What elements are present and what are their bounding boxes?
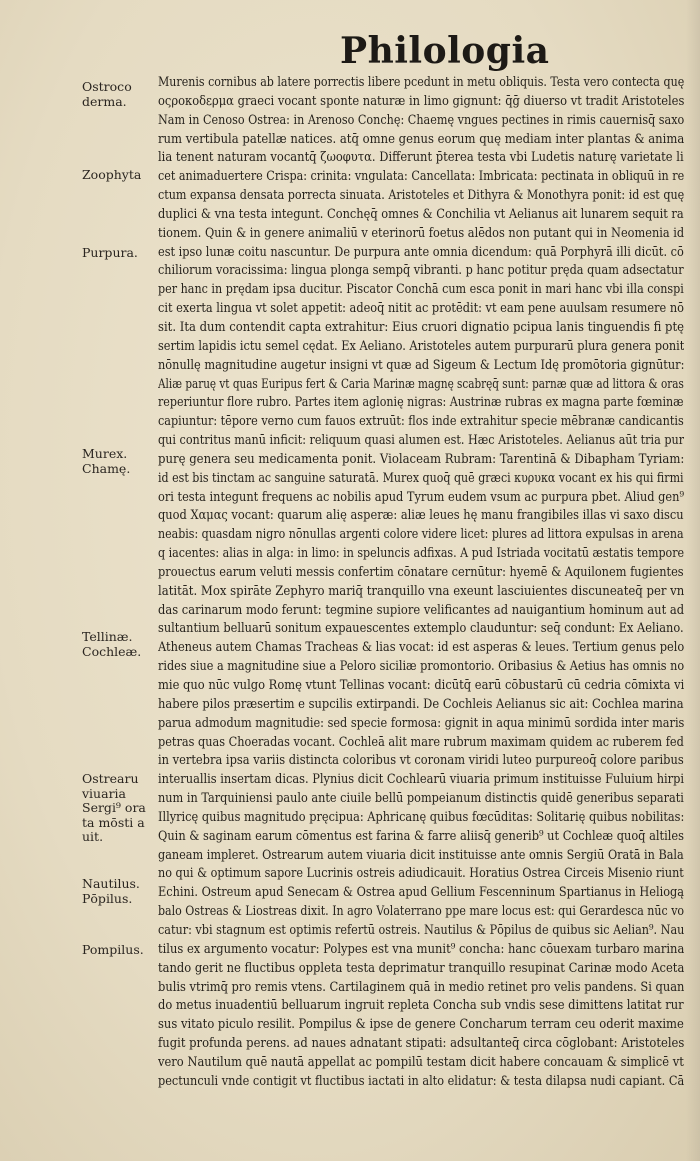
text-line: Atheneus autem Chamas Tracheas & lias vocat: id est asperas & leues. Tertium genus pelo	[158, 640, 684, 656]
text-line: petras quas Choeradas vocant. Cochleā alit mare rubrum maximam quidem ac ruberem fed	[158, 734, 684, 750]
margin-note: Purpura.	[82, 245, 138, 260]
page-edge-shadow	[686, 0, 700, 1161]
text-line: mie quo nūc vulgo Romę vtunt Tellinas vocant: dicūtq̄ earū cōbustarū cū cedria cōmixta vi	[158, 678, 684, 693]
margin-note: Ostrearu viuaria Sergi⁹ ora ta mōsti a uit.	[82, 771, 146, 844]
text-line: capiuntur: tēpore verno cum fauos extruūt: flos inde extrahitur specie mēbranæ candicantis	[158, 414, 684, 430]
text-line: id est bis tinctam ac sanguine saturatā. Murex quoq̄ quē græci κυρυκα vocant ex his qui firmi	[158, 470, 684, 486]
text-line: per hanc in prędam ipsa ducitur. Piscator Conchā cum esca ponit in mari hanc vbi illa conspi	[158, 282, 684, 298]
text-line: cit exerta lingua vt solet appetit: adeoq̄ nitit ac protēdit: vt eam pene auulsam resumere nō	[158, 301, 684, 317]
margin-note: Nautilus. Pōpilus.	[82, 876, 140, 906]
text-line: lia tenent naturam vocantq̄ ζωοφυτα. Differunt p̄terea testa vbi Ludetis naturę varietate li	[158, 150, 684, 166]
text-line: no qui & optimum sapore Lucrinis ostreis adiudicauit. Horatius Ostrea Circeis Misenio riunt	[158, 866, 684, 882]
text-line: Aliæ paruę vt quas Euripus fert & Caria Marinæ magnę scabręq̄ sunt: parnæ quæ ad littora & oras	[158, 376, 684, 392]
text-line: das carinarum modo ferunt: tegmine supiore velificantes ad nauigantium hominum aut ad	[158, 602, 684, 618]
text-line: Quin & saginam earum cōmentus est farina & farre aliisq̄ generib⁹ ut Cochleæ quoq̄ altiles	[158, 828, 684, 844]
text-line: chiliorum voracissima: lingua plonga sempq̄ vibranti. p hanc potitur pręda quam adsectatur	[158, 263, 684, 279]
text-line: rides siue a magnitudine siue a Peloro siciliæ promontorio. Oribasius & Aetius has omnis no	[158, 659, 684, 675]
text-line: sit. Ita dum contendit capta extrahitur: Eius cruori dignatio pcipua lanis tinguendis fi ptę	[158, 319, 684, 335]
text-line: pectunculi vnde contigit vt fluctibus iactati in alto elidatur: & testa dilapsa nudi capiant. Cā	[158, 1073, 684, 1089]
margin-note: Ostroco derma.	[82, 79, 132, 109]
text-line: do metus inuadentiū belluarum ingruit repleta Concha sub vndis sese dimittens latitat rur	[158, 998, 684, 1014]
text-line: οςροκοδερμα graeci vocant sponte naturæ in limo gignunt: q̄ḡ diuerso vt tradit Aristoteles	[158, 93, 684, 109]
text-line: reperiuntur flore rubro. Partes item aglonię nigras: Austrinæ rubras ex magna parte fœminæ	[158, 395, 684, 411]
text-line: catur: vbi stagnum est optimis refertū ostreis. Nautilus & Pōpilus de quibus sic Aelian⁹. Nau	[158, 922, 684, 938]
text-line: purę genera seu medicamenta ponit. Violaceam Rubram: Tarentinā & Dibapham Tyriam:	[158, 451, 684, 467]
text-line: tilus ex argumento vocatur: Polypes est vna munit⁹ concha: hanc cōuexam turbaro marina	[158, 941, 684, 957]
text-line: vero Nautilum quē nautā appellat ac pompilū testam dicit habere concauam & simplicē vt	[158, 1054, 684, 1070]
text-line: q iacentes: alias in alga: in limo: in speluncis adfixas. A pud Istriada vocitatū æstatis tempore	[158, 546, 684, 562]
text-line: tando gerit ne fluctibus oppleta testa deprimatur tranquillo resupinat Carinæ modo Aceta	[158, 960, 684, 976]
text-line: rum vertibula patellæ natices. atq̄ omne genus eorum quę mediam inter plantas & anima	[158, 131, 684, 147]
text-line: balo Ostreas & Liostreas dixit. In agro Volaterrano ppe mare locus est: qui Gerardesca nūc vo	[158, 904, 684, 920]
text-line: ganeam impleret. Ostrearum autem viuaria dicit instituisse ante omnis Sergiū Oratā in Bala	[158, 847, 684, 863]
text-line: latitāt. Mox spirāte Zephyro mariq̄ tranquillo vna exeunt lasciuientes discuneateq̄ per vn	[158, 583, 684, 599]
text-line: cet animaduertere Crispa: crinita: vngulata: Cancellata: Imbricata: pectinata in obliquū in re	[158, 169, 684, 185]
text-line: neabis: quasdam nigro nōnullas argenti colore videre licet: plures ad littora expulsas in arena	[158, 527, 684, 543]
margin-note: Tellinæ. Cochleæ.	[82, 629, 142, 659]
text-line: prouectus earum veluti messis confertim cōnatare cernūtur: hyemē & Aquilonem fugientes	[158, 564, 684, 580]
text-line: Nam in Cenoso Ostrea: in Arenoso Conchę: Chaemę vngues pectines in rimis cauernisq̄ saxo	[158, 112, 684, 128]
margin-note: Murex. Chamę.	[82, 446, 131, 476]
text-line: habere pilos præsertim e supcilis extirpandi. De Cochleis Aelianus sic ait: Cochlea marina	[158, 696, 684, 712]
text-line: est ipso lunæ coitu nascuntur. De purpura ante omnia dicendum: quā Porphyrā illi dicūt. cō	[158, 244, 684, 260]
text-line: bulis vtrimq̄ pro remis vtens. Cartilaginem quā in medio retinet pro velis pandens. Si quan	[158, 979, 684, 995]
text-line: sultantium belluarū sonitum expauescentes extemplo clauduntur: seq̄ condunt: Ex Aeliano.	[158, 621, 684, 637]
text-line: sertim lapidis ictu semel cędat. Ex Aeliano. Aristoteles autem purpurarū plura genera ponit	[158, 338, 684, 354]
text-line: parua admodum magnitudie: sed specie formosa: gignit in aqua minimū sordida inter maris	[158, 715, 684, 731]
text-line: Murenis cornibus ab latere porrectis libere pcedunt in metu obliquis. Testa vero contecta quę	[158, 75, 684, 90]
text-line: fugit profunda perens. ad naues adnatant stipati: adsultanteq̄ circa cōglobant: Aristoteles	[158, 1036, 684, 1052]
running-head: Philologia	[340, 30, 550, 72]
text-line: qui contritus manū inficit: reliquum quasi alumen est. Hæc Aristoteles. Aelianus aūt tria pur	[158, 433, 684, 449]
text-line: tionem. Quin & in genere animaliū v eterinorū foetus alēdos non putant qui in Neomenia id	[158, 225, 684, 241]
margin-note: Zoophyta	[82, 167, 142, 182]
text-line: Illyricę quibus magnitudo pręcipua: Aphricanę quibus fœcūditas: Solitarię quibus nobilitas:	[158, 809, 684, 825]
main-text-block	[158, 74, 684, 1092]
text-line: quod Χαμας vocant: quarum alię asperæ: aliæ leues hę manu frangibiles illas vi saxo discu	[158, 508, 684, 524]
text-line: nōnullę magnitudine augetur insigni vt quæ ad Sigeum & Lectum Idę promōtoria gignūtur:	[158, 357, 684, 373]
text-line: ctum expansa densata porrecta sinuata. Aristoteles et Dithyra & Monothyra ponit: id est quę	[158, 188, 684, 204]
text-line: num in Tarquiniensi paulo ante ciuile bellū pompeianum distinctis quidē generibus separati	[158, 791, 684, 807]
text-line: in vertebra ipsa variis distincta coloribus vt coronam viridi luteo purpureoq̄ colore paribus	[158, 753, 684, 769]
margin-note: Pompilus.	[82, 942, 144, 957]
text-line: Echini. Ostreum apud Senecam & Ostrea apud Gellium Fescenninum Spartianus in Heliogą	[158, 885, 684, 901]
text-line: duplici & vna testa integunt. Conchęq̄ omnes & Conchilia vt Aelianus ait lunarem sequit ra	[158, 206, 684, 222]
text-line: ori testa integunt frequens ac nobilis apud Tyrum eudem vsum ac purpura pbet. Aliud gen⁹	[158, 489, 684, 505]
text-line: interuallis insertam dicas. Plynius dicit Cochlearū viuaria primum instituisse Fuluium hirpi	[158, 772, 684, 788]
text-line: sus vitato piculo resilit. Pompilus & ipse de genere Concharum terram ceu oderit maxime	[158, 1017, 684, 1033]
marginal-notes	[0, 0, 160, 1161]
